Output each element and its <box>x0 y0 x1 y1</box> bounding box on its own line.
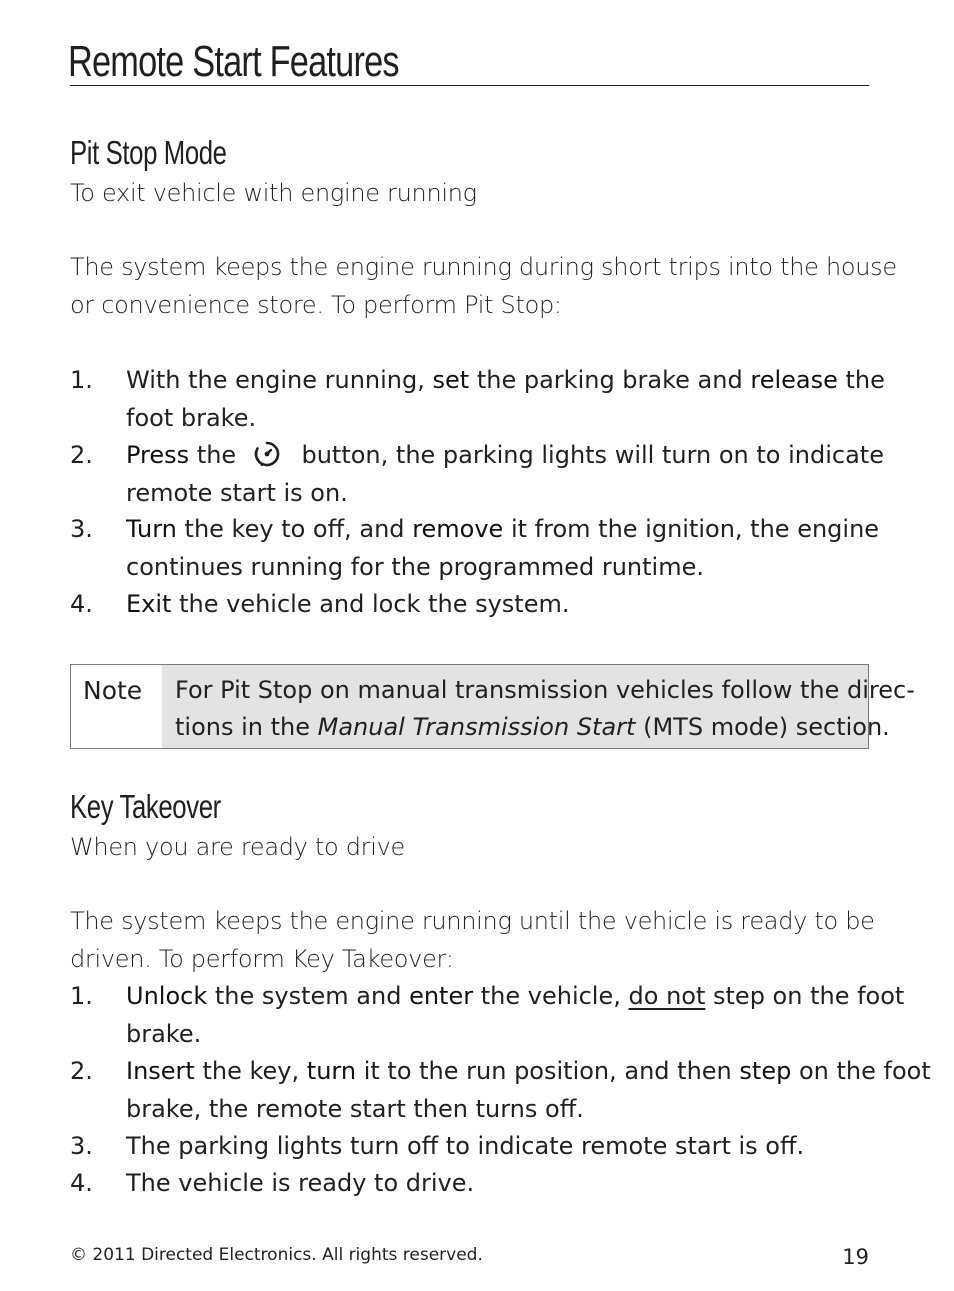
key-takeover-intro-line1: The system keeps the engine running until the vehicle is ready to be <box>70 907 875 935</box>
note-text: tions in the <box>175 713 310 741</box>
step-keyword: Exit <box>126 590 172 618</box>
step-text: the system and <box>214 982 402 1010</box>
step-text: foot brake. <box>126 403 257 432</box>
step-keyword: turn <box>306 1057 357 1085</box>
step-text: remote start is on. <box>126 478 348 507</box>
page-title-text: Remote Start Features <box>68 37 399 86</box>
step-text: it from the ignition, the engine <box>510 515 880 543</box>
note-label: Note <box>83 676 143 705</box>
step-keyword: Press <box>126 441 190 469</box>
step-keyword: release <box>750 366 838 394</box>
pit-stop-subtitle: To exit vehicle with engine running <box>70 179 477 207</box>
step-number: 3. <box>70 1132 93 1160</box>
step-number: 1. <box>70 982 93 1010</box>
step-keyword: set <box>432 366 470 394</box>
step-keyword: Insert <box>126 1057 195 1085</box>
step-text: it to the run position, and then <box>363 1057 732 1085</box>
note-italic-reference: Manual Transmission Start <box>317 713 636 741</box>
step-text: With the engine running, <box>126 366 425 394</box>
step-keyword: Unlock <box>126 982 208 1010</box>
page-title <box>70 38 869 86</box>
step-number: 4. <box>70 590 93 618</box>
step-text: continues running for the programmed runtime. <box>126 552 704 581</box>
step-number: 3. <box>70 515 93 543</box>
pit-stop-heading: Pit Stop Mode <box>70 134 227 171</box>
step-keyword: enter <box>409 982 474 1010</box>
step-keyword: Turn <box>126 515 177 543</box>
copyright-footer: © 2011 Directed Electronics. All rights reserved. <box>70 1245 483 1265</box>
step-text: button, the parking lights will turn on to indicate <box>301 441 884 469</box>
step-text: the parking brake and <box>476 366 743 394</box>
step-keyword: remove <box>412 515 504 543</box>
key-takeover-subtitle: When you are ready to drive <box>70 833 405 861</box>
step-underlined-text: do not <box>628 982 706 1010</box>
step-text: brake. <box>126 1019 202 1048</box>
step-text: the key to off, and <box>184 515 405 543</box>
note-box <box>70 664 915 749</box>
step-text: brake, the remote start then turns off. <box>126 1094 584 1123</box>
note-text: (MTS mode) section. <box>643 713 890 741</box>
key-takeover-heading: Key Takeover <box>70 788 221 825</box>
step-text: step on the foot <box>713 982 905 1010</box>
page-number: 19 <box>842 1245 869 1269</box>
step-text: on the foot <box>798 1057 931 1085</box>
step-text: The parking lights turn off to indicate remote start is off. <box>126 1132 805 1160</box>
step-text: the vehicle and lock the system. <box>179 590 570 618</box>
step-number: 2. <box>70 441 93 469</box>
key-takeover-intro-line2: driven. To perform Key Takeover: <box>70 945 454 973</box>
step-text: The vehicle is ready to drive. <box>126 1169 475 1197</box>
note-line1: For Pit Stop on manual transmission vehicles follow the direc- <box>175 676 915 704</box>
pit-stop-intro-line1: The system keeps the engine running during short trips into the house <box>70 253 897 281</box>
step-text: the <box>196 441 237 469</box>
step-keyword: step <box>739 1057 792 1085</box>
step-number: 2. <box>70 1057 93 1085</box>
step-text: the <box>845 366 885 394</box>
remote-start-button-icon <box>250 439 284 469</box>
step-text: the key, <box>202 1057 300 1085</box>
step-number: 4. <box>70 1169 93 1197</box>
step-text: the vehicle, <box>480 982 621 1010</box>
step-number: 1. <box>70 366 93 394</box>
pit-stop-intro-line2: or convenience store. To perform Pit Stop: <box>70 291 562 319</box>
